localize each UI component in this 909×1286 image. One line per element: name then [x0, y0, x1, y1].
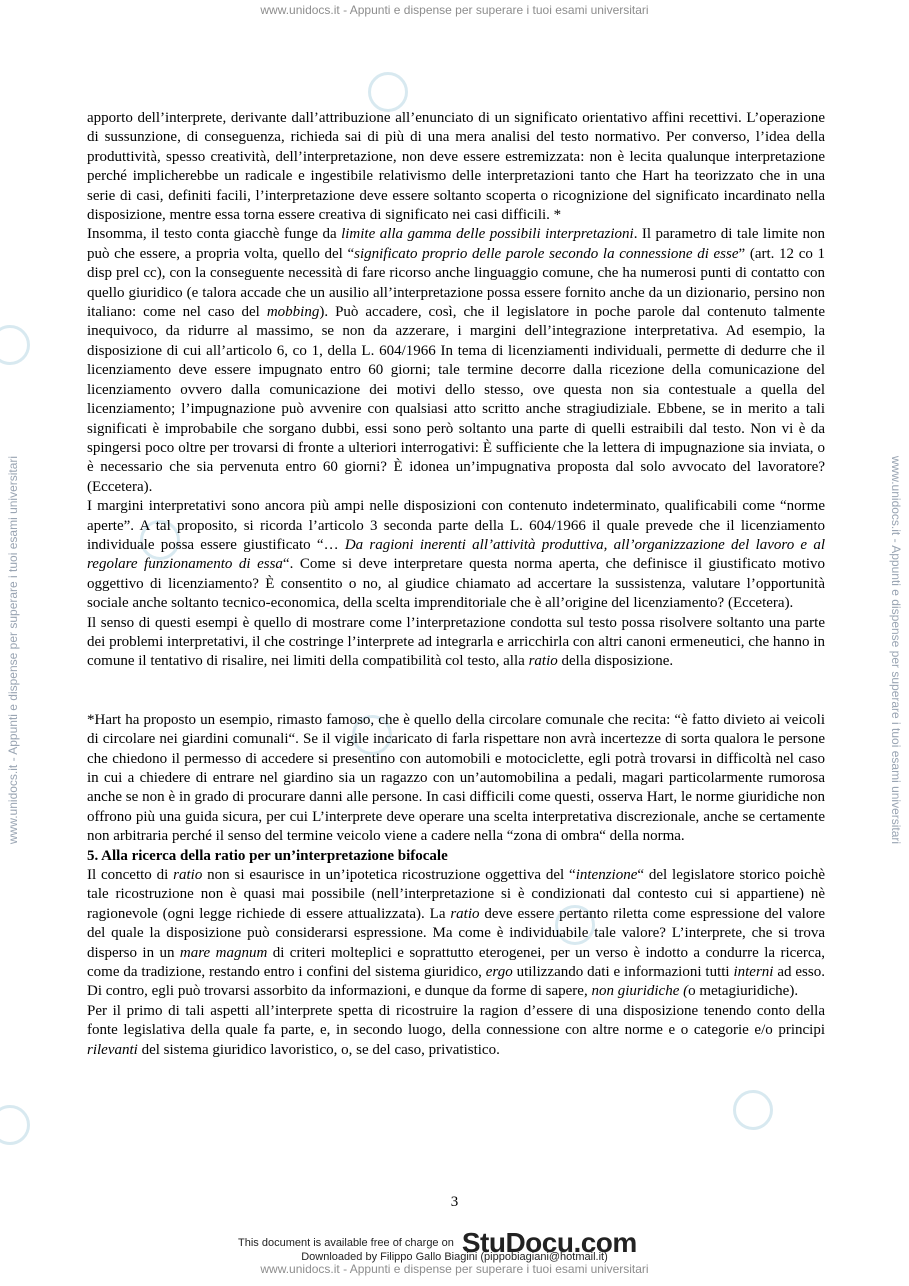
italic-text: Da ragioni inerenti all’attività produttiva, all’organizzazione del lavoro e al regolare funzionamento di essa: [87, 536, 825, 573]
text-run: ). Può accadere, così, che il legislatore in poche parole dal contenuto talmente inequivoco, da ridurre al massimo, se non da azzerare, i margini dell’integrazione interpretativa. Ad esempio, la disposizione di cui all’articolo 6, co 1, della L. 604/1966 In tema di licenziamenti individuali, permette di dedurre che il licenziamento deve essere impugnato entro 60 giorni; tale termine decorre dalla ricezione della comunicazione del licenziamento ovvero dalla comunicazione dei motivi dello stesso, ove questa non sia contestuale a quella del licenziamento; l’impugnazione può avvenire con qualsiasi atto scritto anche stragiudiziale. Ebbene, se in merito a tali significati è improbabile che sorgano dubbi, essi sono però soltanto una parte di quelli estraibili dal testo. Non vi è da spingersi poco oltre per trovarsi di fronte a ulteriori interrogativi: È sufficiente che la lettera di impugnazione sia inviata, o è necessario che sia pervenuta entro 60 giorni? È idonea un’impugnativa proposta dal solo avvocato del lavoratore? (Eccetera).: [87, 304, 825, 495]
text-run: Il concetto di: [87, 867, 174, 884]
italic-text: ratio: [528, 653, 558, 670]
text-run: ” (art. 12 co 1 disp prel cc), con la conseguente necessità di fare ricorso anche linguaggio comune, che ha numerosi punti di contatto con quello giuridico (e talora accade che un ausilio all’interpretazione possa essere fornito anche da un dizionario, persino non italiano: come nel caso del: [87, 245, 826, 321]
right-side-watermark: www.unidocs.it - Appunti e dispense per superare i tuoi esami universitari: [889, 455, 903, 845]
italic-text: mobbing: [266, 304, 320, 321]
paragraph: [87, 866, 825, 1002]
watermark-logo-icon: [0, 1105, 30, 1145]
text-run: . Il parametro di tale limite non può che essere, a propria volta, quello del “: [87, 226, 825, 262]
italic-text: intenzione: [575, 867, 638, 884]
document-body: [87, 109, 825, 1060]
text-run: ad esso. Di contro, egli può trovarsi assorbito da informazioni, e dunque da forme di sapere,: [87, 964, 825, 1000]
top-watermark-banner: www.unidocs.it - Appunti e dispense per superare i tuoi esami universitari: [260, 3, 649, 17]
studocu-logo[interactable]: StuDocu.com: [461, 1227, 637, 1258]
text-run: Insomma, il testo conta giacchè funge da: [87, 226, 342, 243]
text-run: non si esaurisce in un’ipotetica ricostruzione oggettiva del “: [202, 867, 576, 884]
italic-text: limite alla gamma delle possibili interpretazioni: [341, 226, 634, 243]
footnote-paragraph: *Hart ha proposto un esempio, rimasto famoso, che è quello della circolare comunale che recita: “è fatto divieto ai veicoli di circolare nei giardini comunali“. Se il vigile incaricato di farla rispettare non avrà incertezze di sorta qualora le persone che chiedono il permesso di accedere si presentino con automobili e motociclette, egli potrà trovarsi in difficoltà nel caso in cui a chiedere di entrare nel giardino sia un ragazzo con un’automobilina a pedali, magari particolarmente rumorosa anche se non è in grado di procurare danni alle persone. In casi difficili come questi, osserva Hart, le norme giuridiche non offrono più una guida sicura, per cui L’interprete deve operare una scelta interpretativa discrezionale, anche se certamente non arbitraria perché il senso del termine veicolo viene a cadere nella “zona di ombra“ della norma.: [87, 711, 825, 845]
watermark-logo-icon: [368, 72, 408, 112]
paragraph: [87, 225, 825, 497]
watermark-logo-icon: [0, 325, 30, 365]
paragraph: [87, 614, 825, 672]
availability-text: This document is available free of charge on: [238, 1237, 454, 1249]
italic-text: significato proprio delle parole secondo la connessione di esse: [354, 245, 739, 262]
italic-text: ratio: [173, 867, 203, 884]
downloaded-by-text: Downloaded by Filippo Gallo Biagini (pippobiagiani@hotmail.it): [301, 1251, 608, 1263]
text-run: deve essere pertanto riletta come espressione del valore del quale la disposizione può considerarsi espressione. Ma come è individuabile tale valore? L’interprete, che si trova disperso in un: [87, 905, 825, 961]
italic-text: mare magnum: [179, 944, 268, 961]
italic-text: rilevanti: [87, 1041, 138, 1058]
section-heading: 5. Alla ricerca della ratio per un’interpretazione bifocale: [87, 847, 448, 864]
text-run: del sistema giuridico lavoristico, o, se del caso, privatistico.: [137, 1041, 500, 1058]
left-side-watermark: www.unidocs.it - Appunti e dispense per superare i tuoi esami universitari: [6, 455, 20, 845]
text-run: di criteri molteplici e soprattutto eterogenei, per un verso è indotto a condurre la ricerca, come da tradizione, restando entro i confini del sistema giuridico,: [87, 944, 825, 981]
italic-text: ratio: [450, 905, 480, 922]
paragraph: [87, 1002, 825, 1060]
paragraph: [87, 497, 825, 613]
spacer: [87, 672, 825, 711]
italic-text: interni: [733, 964, 774, 981]
paragraph: apporto dell’interprete, derivante dall’attribuzione all’enunciato di un significato orientativo affini recettivi. L’operazione di sussunzione, di conseguenza, richieda sai di più di una mera analisi del testo normativo. Per converso, l’idea della produttività, spesso creatività, dell’interpretazione, non deve essere estremizzata: non è lecita qualunque interpretazione perché implicherebbe un radicale e ingestibile relativismo delle interpretazioni tanto che Hart ha teorizzato che in una serie di casi, definiti facili, l’interpretazione deve essere soltanto scoperta o ricognizione del significato incardinato nella disposizione, mentre essa torna essere creativa di significato nei casi difficili. *: [87, 110, 825, 224]
page-number: 3: [450, 1194, 459, 1210]
watermark-logo-icon: [733, 1090, 773, 1130]
bottom-watermark-banner: www.unidocs.it - Appunti e dispense per superare i tuoi esami universitari: [260, 1262, 649, 1276]
text-run: della disposizione.: [557, 653, 674, 670]
text-run: I margini interpretativi sono ancora più ampi nelle disposizioni con contenuto indeterminato, qualificabili come “norme aperte”. A tal proposito, si ricorda l’articolo 3 seconda parte della L. 604/1966 il quale prevede che il licenziamento individuale possa essere giustificato “…: [87, 498, 825, 553]
text-run: Il senso di questi esempi è quello di mostrare come l’interpretazione condotta sul testo possa risolvere soltanto una parte dei problemi interpretativi, il che costringe l’interprete ad integrarla e arricchirla con altri canoni ermeneutici, che hanno in comune il tentativo di risalire, nei limiti della compatibilità col testo, alla: [87, 614, 825, 670]
italic-text: ergo: [485, 964, 513, 981]
text-run: o metagiuridiche).: [688, 983, 799, 1000]
text-run: “. Come si deve interpretare questa norma aperta, che definisce il giustificato motivo oggettivo di licenziamento? È consentito o no, al giudice chiamato ad accertare la sussistenza, valutare l’opportunità sociale anche soltanto tecnico-economica, della scelta imprenditoriale che è all’origine del licenziamento? (Eccetera).: [87, 556, 826, 612]
text-run: “ del legislatore storico poichè tale ricostruzione non è quasi mai possibile (nell’interpretazione si è condizionati dal contesto cui si appartiene) nè ragionevole (ogni legge richiede di essere attualizzata). La: [87, 867, 825, 922]
text-run: Per il primo di tali aspetti all’interprete spetta di ricostruire la ragion d’essere di una disposizione tenendo conto della fonte legislativa della quale fa parte, e, in secondo luogo, della connessione con altre norme e o categorie e/o principi: [87, 1002, 825, 1039]
text-run: utilizzando dati e informazioni tutti: [512, 964, 734, 981]
italic-text: non giuridiche (: [591, 983, 689, 1000]
